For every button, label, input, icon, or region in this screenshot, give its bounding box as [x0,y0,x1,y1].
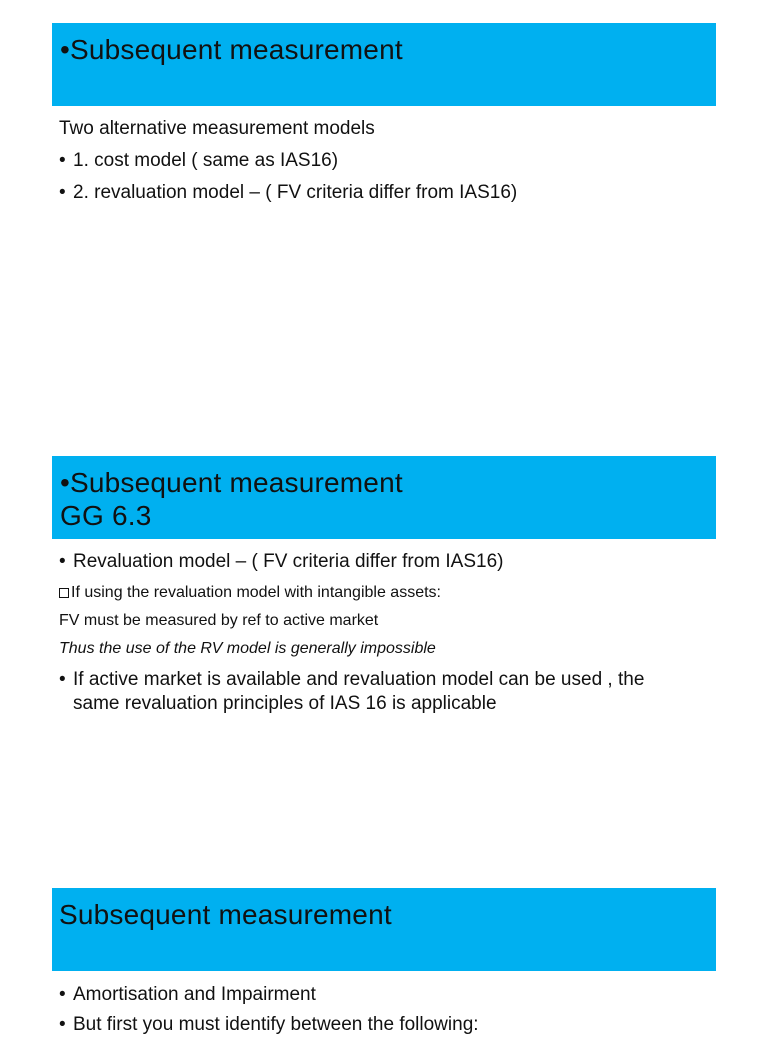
slide1-title-banner [52,23,716,106]
slide1-bullet-1 [59,149,338,173]
slide1-intro: Two alternative measurement models [59,118,375,139]
slide3-bullet-1-text: Amortisation and Impairment [73,984,316,1005]
slide1-bullet-1-text: 1. cost model ( same as IAS16) [73,150,339,171]
slide2-title-banner [52,456,716,539]
slide2-checkbox-item [59,583,441,603]
slide3-bullet-2-text: But first you must identify between the following: [73,1014,479,1035]
bullet-marker: • [59,150,66,171]
slide2-bullet-2-line1: If active market is available and revaluation model can be used , the [73,669,645,690]
bullet-marker: • [59,984,66,1005]
checkbox-bullet-icon [59,588,69,598]
slide1-bullet-2-text: 2. revaluation model – ( FV criteria differ from IAS16) [73,182,518,203]
slide2-bullet-1 [59,550,504,574]
bullet-marker: • [59,551,66,572]
slide3-title: Subsequent measurement [59,899,392,930]
slide2-fv-line: FV must be measured by ref to active market [59,612,379,629]
slide2-bullet-2 [59,668,644,692]
slide2-italic-line: Thus the use of the RV model is generally impossible [59,640,436,657]
bullet-marker: • [59,1014,66,1035]
slide3-title-banner [52,888,716,971]
bullet-marker: • [59,182,66,203]
slide1-title: •Subsequent measurement [60,34,403,65]
slide3-bullet-2 [59,1013,479,1037]
slide2-bullet-2-line2: same revaluation principles of IAS 16 is applicable [73,693,497,714]
slide2-checkbox-text: If using the revaluation model with intangible assets: [71,584,441,601]
slide2-bullet-1-text: Revaluation model – ( FV criteria differ from IAS16) [73,551,504,572]
bullet-marker: • [59,669,66,690]
slide3-bullet-1 [59,983,316,1007]
slide2-title-line1: •Subsequent measurement [60,467,403,498]
slide2-title-line2: GG 6.3 [60,500,152,531]
slide1-bullet-2 [59,181,517,205]
